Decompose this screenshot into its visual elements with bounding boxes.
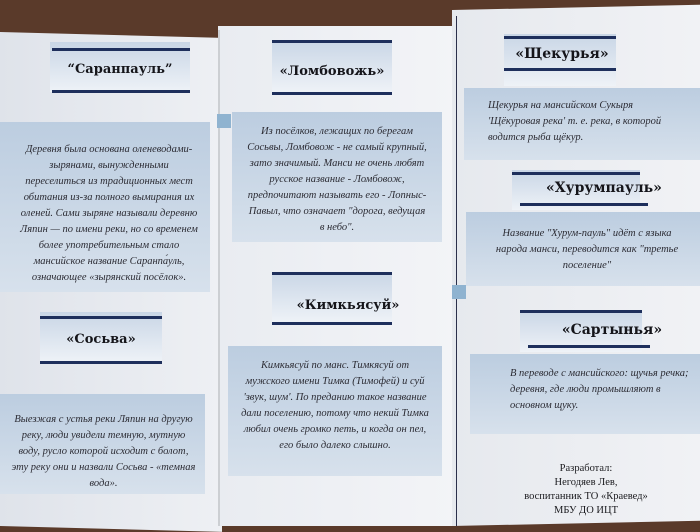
credits-org: МБУ ДО ИЦТ bbox=[553, 505, 618, 516]
khurumpaul-top-bar bbox=[512, 172, 640, 175]
sosva-bottom-bar bbox=[40, 361, 162, 364]
credits-role: воспитанник ТО «Краевед» bbox=[524, 491, 648, 502]
decor-square-1 bbox=[217, 114, 231, 128]
shchekurya-top-bar bbox=[504, 36, 616, 39]
khurumpaul-title: «Хурумпауль» bbox=[546, 180, 662, 196]
saranpaul-bottom-bar bbox=[52, 90, 190, 93]
sosva-top-bar bbox=[40, 316, 162, 319]
sartynya-top-bar bbox=[520, 310, 642, 313]
shchekurya-text: Щекурья на мансийском Сукыря 'Щёкуровая река' т. е. река, в которой водится рыба щёкур. bbox=[464, 88, 700, 160]
khurumpaul-bottom-bar bbox=[520, 203, 648, 206]
credits bbox=[486, 462, 686, 518]
sartynya-bottom-bar bbox=[528, 345, 650, 348]
kimkyasuy-title-bg bbox=[272, 272, 392, 322]
khurumpaul-text: Название "Хурум-пауль" идёт с языка народа манси, переводится как "третье поселение" bbox=[466, 212, 700, 286]
sosva-title: «Сосьва» bbox=[66, 332, 136, 347]
lombovozh-top-bar bbox=[272, 40, 392, 43]
lombovozh-title: «Ломбовожь» bbox=[279, 64, 385, 79]
sartynya-text: В переводе с мансийского: щучья речка; деревня, где люди промышляют в основном щуку. bbox=[470, 354, 700, 434]
kimkyasuy-text: Кимкьясуй по манс. Тимкясуй от мужского имени Тимка (Тимофей) и суй 'звук, шум'. По преданию такое название дали поселению, потому что некий Тимка любил очень громко петь, и когда он пел, его было далеко слышно. bbox=[228, 346, 442, 476]
kimkyasuy-bottom-bar bbox=[272, 322, 392, 325]
fold-line-right bbox=[456, 16, 457, 526]
shchekurya-bottom-bar bbox=[504, 68, 616, 71]
credits-label: Разработал: bbox=[559, 463, 613, 474]
lombovozh-bottom-bar bbox=[272, 92, 392, 95]
saranpaul-title: “Саранпауль” bbox=[67, 62, 173, 77]
sartynya-title: «Сартынья» bbox=[561, 322, 663, 338]
sosva-text: Выезжая с устья реки Ляпин на другую реку, люди увидели темную, мутную воду, русло которой исходит с болот, эту реку они и назвали Сосьва - «темная вода». bbox=[0, 394, 205, 494]
fold-line-left bbox=[218, 30, 220, 526]
credits-author: Негодяев Лев, bbox=[554, 477, 618, 488]
decor-square-2 bbox=[452, 285, 466, 299]
saranpaul-text: Деревня была основана оленеводами-зырянами, вынужденными переселиться из традиционных мест обитания из-за полного вымирания их оленей. Сами зыряне называли деревню Ляпин — по имени реки, но со временем более употребительным стало мансийское название Саранпа́уль, означающее «зырянский посёлок». bbox=[0, 122, 210, 292]
kimkyasuy-top-bar bbox=[272, 272, 392, 275]
shchekurya-title: «Щекурья» bbox=[515, 46, 609, 62]
lombovozh-text: Из посёлков, лежащих по берегам Сосьвы, Ломбовож - не самый крупный, зато значимый. Манси не очень любят русское название - Ломбовож, предпочитают называть его - Лопныс-Павыл, что означает "дорога, ведущая в небо". bbox=[232, 112, 442, 242]
kimkyasuy-title: «Кимкьясуй» bbox=[296, 298, 400, 313]
saranpaul-top-bar bbox=[52, 48, 190, 51]
